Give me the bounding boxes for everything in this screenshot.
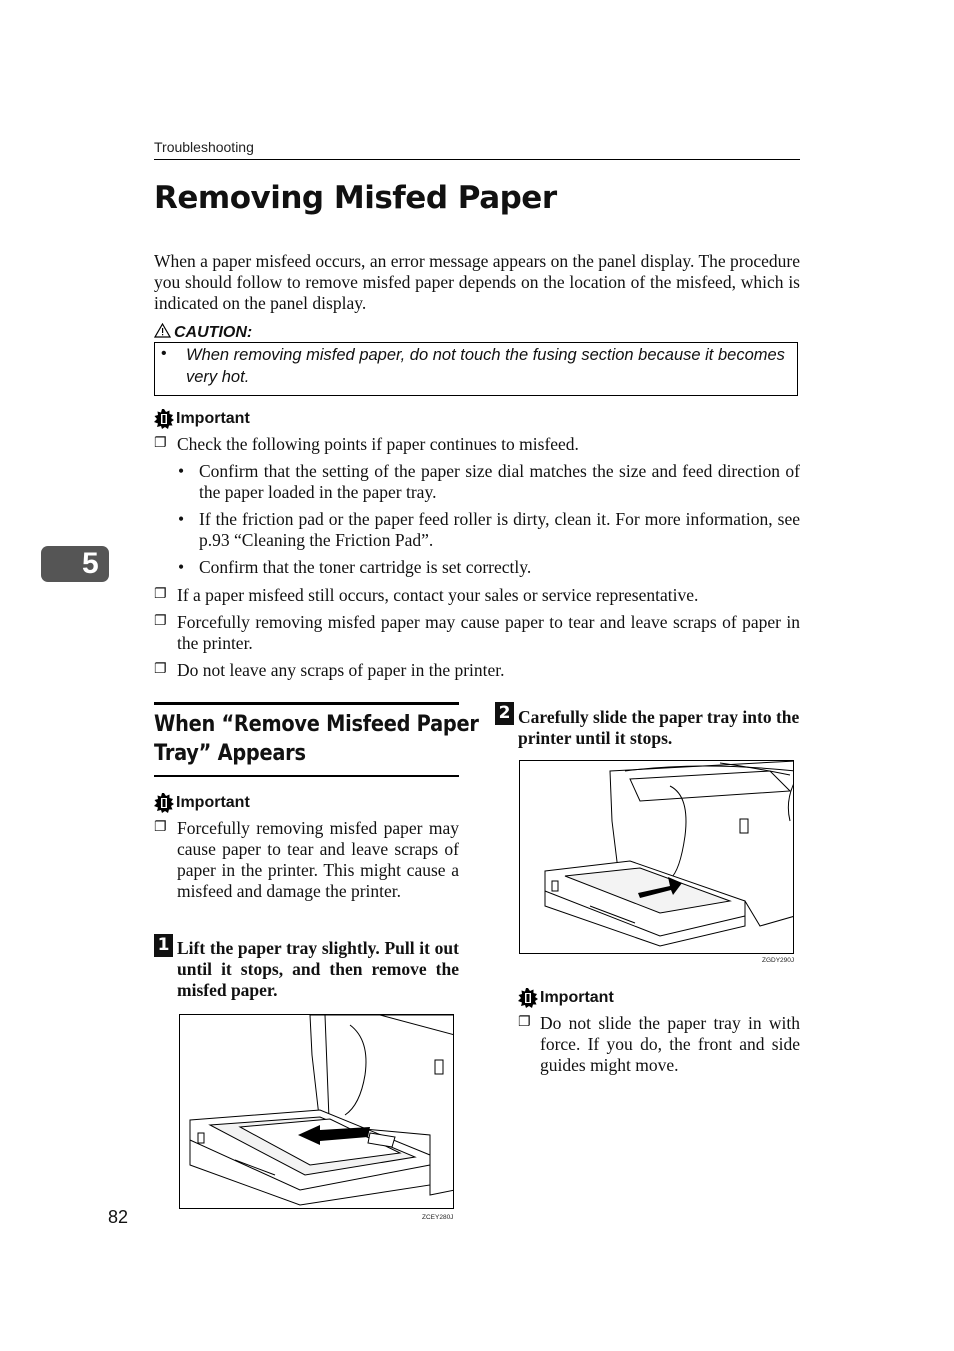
step-2-text: Carefully slide the paper tray into the printer until it stops. <box>518 707 800 748</box>
figure-1-label: ZCEY280J <box>422 1214 454 1221</box>
important-label: Important <box>176 410 250 427</box>
caution-bullet: • <box>161 345 167 362</box>
chapter-tab <box>41 546 109 582</box>
step-1-text: Lift the paper tray slightly. Pull it out until it stops, and then remove the misfed paper. <box>177 938 459 1000</box>
section-important-heading <box>154 793 250 813</box>
step-1-badge: 1 <box>154 934 173 957</box>
step-2-badge: 2 <box>495 702 514 725</box>
important-heading <box>154 409 250 429</box>
checkbox-icon: ❐ <box>518 1014 531 1030</box>
checkbox-icon: ❐ <box>154 819 167 835</box>
section-title <box>154 710 479 768</box>
section-important-text: Forcefully removing misfed paper may cause paper to tear and leave scraps of paper in the printer. This might cause a misfeed and damage the printer. <box>177 818 459 901</box>
page-title: Removing Misfed Paper <box>154 180 557 216</box>
printer-tray-in-illustration <box>520 761 794 954</box>
page-number: 82 <box>108 1207 129 1227</box>
check-item-4: Do not leave any scraps of paper in the printer. <box>177 660 505 680</box>
checkbox-icon: ❐ <box>154 435 167 451</box>
important-icon <box>518 988 538 1008</box>
check-item-1: Check the following points if paper continues to misfeed. <box>177 434 579 454</box>
caution-text: When removing misfed paper, do not touch the fusing section because it becomes very hot. <box>186 346 785 386</box>
checkbox-icon: ❐ <box>154 586 167 602</box>
important-icon <box>154 409 174 429</box>
chapter-number: 5 <box>82 547 99 580</box>
running-header: Troubleshooting <box>154 139 254 155</box>
caution-heading <box>154 323 252 342</box>
checkbox-icon: ❐ <box>154 613 167 629</box>
figure-2-label: ZGDY290J <box>762 957 795 964</box>
checkbox-icon: ❐ <box>154 661 167 677</box>
check-item-3: Forcefully removing misfed paper may cause paper to tear and leave scraps of paper in the printer. <box>177 612 800 653</box>
step-2-important-label: Important <box>540 989 614 1006</box>
sub-bullet: • <box>178 461 185 481</box>
section-title-line-2: Tray” Appears <box>154 741 306 766</box>
figure-remove-paper <box>179 1014 454 1209</box>
header-rule <box>154 159 800 160</box>
figure-insert-tray <box>519 760 794 954</box>
section-rule-top <box>154 702 459 705</box>
section-title-line-1: When “Remove Misfeed Paper <box>154 712 479 737</box>
warning-triangle-icon <box>154 323 171 338</box>
sub-item-1: Confirm that the setting of the paper size dial matches the size and feed direction of the paper loaded in the paper tray. <box>199 461 800 502</box>
section-rule-bottom <box>154 775 459 777</box>
step-2-important-text: Do not slide the paper tray in with force. If you do, the front and side guides might move. <box>540 1013 800 1075</box>
sub-item-2: If the friction pad or the paper feed roller is dirty, clean it. For more information, see p.93 “Cleaning the Friction Pad”. <box>199 509 800 550</box>
intro-paragraph: When a paper misfeed occurs, an error message appears on the panel display. The procedure you should follow to remove misfed paper depends on the location of the misfeed, which is indicated on the panel display. <box>154 251 800 313</box>
check-item-2: If a paper misfeed still occurs, contact your sales or service representative. <box>177 585 699 605</box>
important-icon <box>154 793 174 813</box>
sub-bullet: • <box>178 509 185 529</box>
caution-label: CAUTION: <box>174 324 253 341</box>
section-important-label: Important <box>176 794 250 811</box>
step-2-important-heading <box>518 988 614 1008</box>
printer-tray-out-illustration <box>180 1015 454 1209</box>
sub-item-3: Confirm that the toner cartridge is set correctly. <box>199 557 532 577</box>
sub-bullet: • <box>178 557 185 577</box>
